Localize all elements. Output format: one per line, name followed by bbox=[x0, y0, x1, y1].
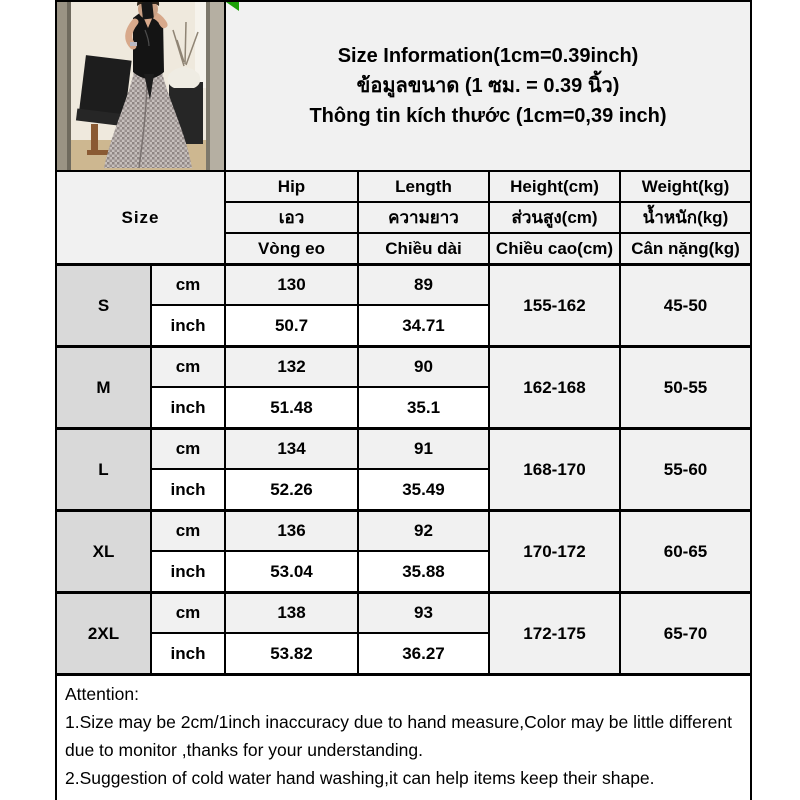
size-label: 2XL bbox=[56, 593, 151, 675]
attention-line-1: 1.Size may be 2cm/1inch inaccuracy due to hand measure,Color may be little different due to monitor ,thanks for your understanding. bbox=[65, 712, 732, 760]
hip-cm-value: 138 bbox=[225, 593, 358, 634]
hip-inch-value: 53.04 bbox=[225, 551, 358, 593]
hip-inch-value: 51.48 bbox=[225, 387, 358, 429]
weight-range: 45-50 bbox=[620, 265, 751, 347]
length-inch-value: 35.49 bbox=[358, 469, 489, 511]
col-header-height-vi: Chiều cao(cm) bbox=[489, 233, 620, 265]
table-row bbox=[56, 429, 751, 470]
col-header-weight-th: น้ำหนัก(kg) bbox=[620, 202, 751, 233]
length-inch-value: 35.1 bbox=[358, 387, 489, 429]
unit-label-inch: inch bbox=[151, 387, 225, 429]
weight-range: 50-55 bbox=[620, 347, 751, 429]
hip-cm-value: 130 bbox=[225, 265, 358, 306]
title-th: ข้อมูลขนาด (1 ซม. = 0.39 นิ้ว) bbox=[356, 75, 620, 97]
attention-row bbox=[56, 675, 751, 800]
col-header-weight-vi: Cân nặng(kg) bbox=[620, 233, 751, 265]
unit-label-cm: cm bbox=[151, 511, 225, 552]
table-row bbox=[56, 347, 751, 388]
unit-label-cm: cm bbox=[151, 265, 225, 306]
green-corner-marker bbox=[226, 2, 239, 11]
weight-range: 60-65 bbox=[620, 511, 751, 593]
col-header-length-th: ความยาว bbox=[358, 202, 489, 233]
product-photo bbox=[56, 1, 225, 171]
top-row bbox=[56, 1, 751, 171]
size-table bbox=[55, 0, 752, 800]
weight-range: 65-70 bbox=[620, 593, 751, 675]
col-header-length-en: Length bbox=[358, 171, 489, 202]
table-row bbox=[56, 265, 751, 306]
col-header-weight-en: Weight(kg) bbox=[620, 171, 751, 202]
height-range: 162-168 bbox=[489, 347, 620, 429]
col-header-hip-vi: Vòng eo bbox=[225, 233, 358, 265]
length-cm-value: 93 bbox=[358, 593, 489, 634]
weight-range: 55-60 bbox=[620, 429, 751, 511]
col-header-height-en: Height(cm) bbox=[489, 171, 620, 202]
unit-label-cm: cm bbox=[151, 429, 225, 470]
size-label: S bbox=[56, 265, 151, 347]
unit-label-inch: inch bbox=[151, 469, 225, 511]
length-cm-value: 89 bbox=[358, 265, 489, 306]
length-inch-value: 35.88 bbox=[358, 551, 489, 593]
length-inch-value: 34.71 bbox=[358, 305, 489, 347]
length-cm-value: 90 bbox=[358, 347, 489, 388]
hip-cm-value: 132 bbox=[225, 347, 358, 388]
hip-cm-value: 134 bbox=[225, 429, 358, 470]
col-header-length-vi: Chiều dài bbox=[358, 233, 489, 265]
length-cm-value: 91 bbox=[358, 429, 489, 470]
col-header-height-th: ส่วนสูง(cm) bbox=[489, 202, 620, 233]
hip-inch-value: 53.82 bbox=[225, 633, 358, 675]
title-cell bbox=[225, 1, 751, 171]
size-column-header: Size bbox=[56, 171, 225, 265]
unit-label-inch: inch bbox=[151, 305, 225, 347]
unit-label-cm: cm bbox=[151, 347, 225, 388]
unit-label-inch: inch bbox=[151, 633, 225, 675]
attention-box bbox=[56, 675, 751, 800]
col-header-hip-en: Hip bbox=[225, 171, 358, 202]
size-label: XL bbox=[56, 511, 151, 593]
product-photo-illustration bbox=[57, 2, 224, 170]
height-range: 172-175 bbox=[489, 593, 620, 675]
size-label: M bbox=[56, 347, 151, 429]
attention-line-2: 2.Suggestion of cold water hand washing,it can help items keep their shape. bbox=[65, 768, 655, 788]
attention-heading: Attention: bbox=[65, 684, 139, 704]
hip-inch-value: 52.26 bbox=[225, 469, 358, 511]
unit-label-inch: inch bbox=[151, 551, 225, 593]
length-inch-value: 36.27 bbox=[358, 633, 489, 675]
length-cm-value: 92 bbox=[358, 511, 489, 552]
col-header-hip-th: เอว bbox=[225, 202, 358, 233]
title-en: Size Information(1cm=0.39inch) bbox=[337, 45, 639, 67]
height-range: 168-170 bbox=[489, 429, 620, 511]
size-label: L bbox=[56, 429, 151, 511]
title-vi: Thông tin kích thước (1cm=0,39 inch) bbox=[309, 105, 667, 127]
table-row bbox=[56, 511, 751, 552]
header-row-en bbox=[56, 171, 751, 202]
table-row bbox=[56, 593, 751, 634]
height-range: 155-162 bbox=[489, 265, 620, 347]
height-range: 170-172 bbox=[489, 511, 620, 593]
unit-label-cm: cm bbox=[151, 593, 225, 634]
hip-cm-value: 136 bbox=[225, 511, 358, 552]
hip-inch-value: 50.7 bbox=[225, 305, 358, 347]
